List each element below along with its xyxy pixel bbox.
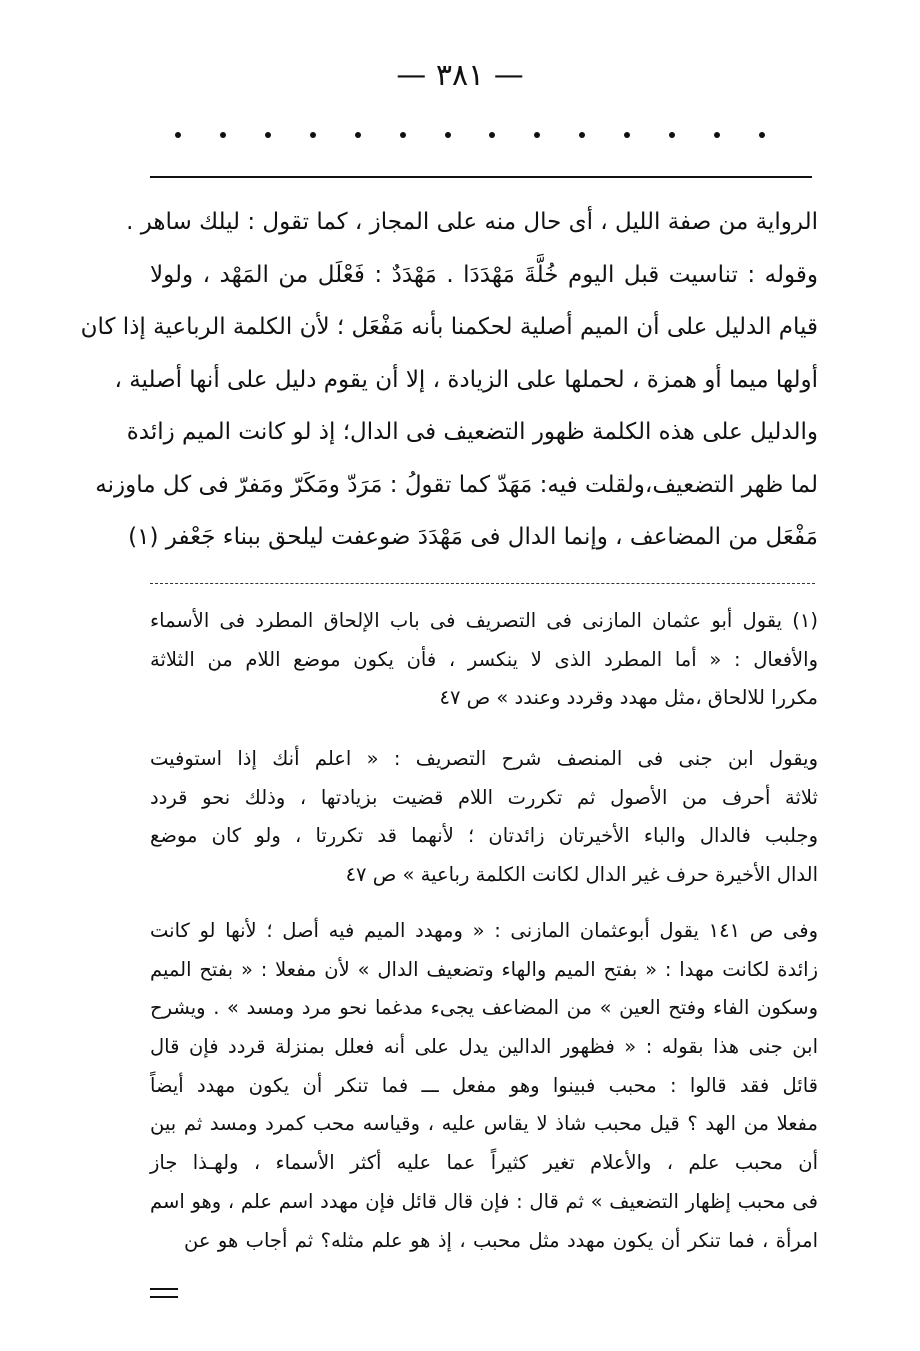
continuation-mark <box>150 1288 178 1298</box>
footnote-line: زائدة لكانت مهدا : « بفتح الميم والهاء وتضعيف الدال » لأن مفعلا : « بفتح الميم <box>150 957 818 981</box>
text-line: مَفْعَل من المضاعف ، وإنما الدال فى مَهْدَدَ ضوعفت ليلحق ببناء جَعْفر (١) <box>128 524 818 550</box>
text-line: أولها ميما أو همزة ، لحملها على الزيادة ، إلا أن يقوم دليل على أنها أصلية ، <box>114 366 818 393</box>
dot <box>579 132 585 138</box>
footnote-line: مفعلا من الهد ؟ قيل محبب شاذ لا يقاس عليه ، وقياسه محب كمرد ومسد ثم بين <box>150 1112 818 1136</box>
footnote-paragraph <box>150 740 818 895</box>
dot <box>175 132 181 138</box>
footnote-line: وسكون الفاء وفتح العين » من المضاعف يجىء مدغما نحو مرد ومسد » . ويشرح <box>150 996 818 1020</box>
footnote-line: ويقول ابن جنى فى المنصف شرح التصريف : « اعلم أنك إذا استوفيت <box>150 747 818 770</box>
dot <box>265 132 271 138</box>
footnote-separator <box>150 583 815 584</box>
text-line: قيام الدليل على أن الميم أصلية لحكمنا بأنه مَفْعَل ؛ لأن الكلمة الرباعية إذا كان <box>80 314 818 340</box>
text-line: والدليل على هذه الكلمة ظهور التضعيف فى الدال؛ إذ لو كانت الميم زائدة <box>126 419 818 445</box>
dot <box>624 132 630 138</box>
footnote-line: وفى ص ١٤١ يقول أبوعثمان المازنى : « ومهدد الميم فيه أصل ؛ لأنها لو كانت <box>150 919 819 942</box>
text-line: الرواية من صفة الليل ، أى حال منه على المجاز ، كما تقول : ليلك ساهر . <box>126 209 818 235</box>
text-line: وقوله : تناسيت قبل اليوم خُلَّةَ مَهْدَدَا . مَهْدَدٌ : فَعْلَل من المَهْد ، ولولا <box>150 261 818 288</box>
footnote-line: والأفعال : « أما المطرد الذى لا ينكسر ، فأن يكون موضع اللام من الثلاثة <box>150 647 818 671</box>
dot <box>445 132 451 138</box>
dot <box>220 132 226 138</box>
page-number: — ٣٨١ — <box>396 58 524 93</box>
dot <box>534 132 540 138</box>
footnote-line: (١) يقول أبو عثمان المازنى فى التصريف فى باب الإلحاق المطرد فى الأسماء <box>150 609 818 632</box>
footnote-paragraph <box>150 912 818 1260</box>
footnote-line: ثلاثة أحرف من الأصول ثم تكررت اللام قضيت بزيادتها ، وذلك نحو قردد <box>150 785 818 809</box>
footnote-line: قائل فقد قالوا : محبب فبينوا وهو مفعل ـــ فما تنكر أن يكون مهدد أيضاً <box>150 1073 818 1097</box>
footnote-paragraph <box>150 602 818 718</box>
dot <box>310 132 316 138</box>
main-text <box>80 196 818 564</box>
dot <box>489 132 495 138</box>
header-rule <box>150 176 812 178</box>
dot <box>714 132 720 138</box>
footnote-line: الدال الأخيرة حرف غير الدال لكانت الكلمة رباعية » ص ٤٧ <box>345 863 818 887</box>
footnote-line: وجلبب فالدال والباء الأخيرتان زائدتان ؛ لأنهما قد تكررتا ، ولو كان موضع <box>150 824 818 848</box>
footnote-line: ابن جنى هذا بقوله : « فظهور الدالين يدل على أنه فعلل بمنزلة قردد فإن قال <box>150 1035 818 1059</box>
footnote-line: مكررا للالحاق ،مثل مهدد وقردد وعندد » ص ٤٧ <box>439 686 818 710</box>
dot <box>759 132 765 138</box>
dot <box>355 132 361 138</box>
text-line: لما ظهر التضعيف،ولقلت فيه: مَهَدّ كما تقولُ : مَرَدّ ومَكَرّ ومَفرّ فى كل ماوزنه <box>95 471 818 498</box>
footnote-line: أن محبب علم ، والأعلام تغير كثيراً عما عليه أكثر الأسماء ، ولهـذا جاز <box>150 1151 818 1175</box>
footnote-line: امرأة ، فما تنكر أن يكون مهدد مثل محبب ، إذ هو علم مثله؟ ثم أجاب هو عن <box>184 1228 818 1252</box>
footnote-line: فى محبب إظهار التضعيف » ثم قال : فإن قال قائل فإن مهدد اسم علم ، وهو اسم <box>150 1189 818 1213</box>
ellipsis-dots <box>175 132 765 138</box>
dot <box>400 132 406 138</box>
dot <box>669 132 675 138</box>
